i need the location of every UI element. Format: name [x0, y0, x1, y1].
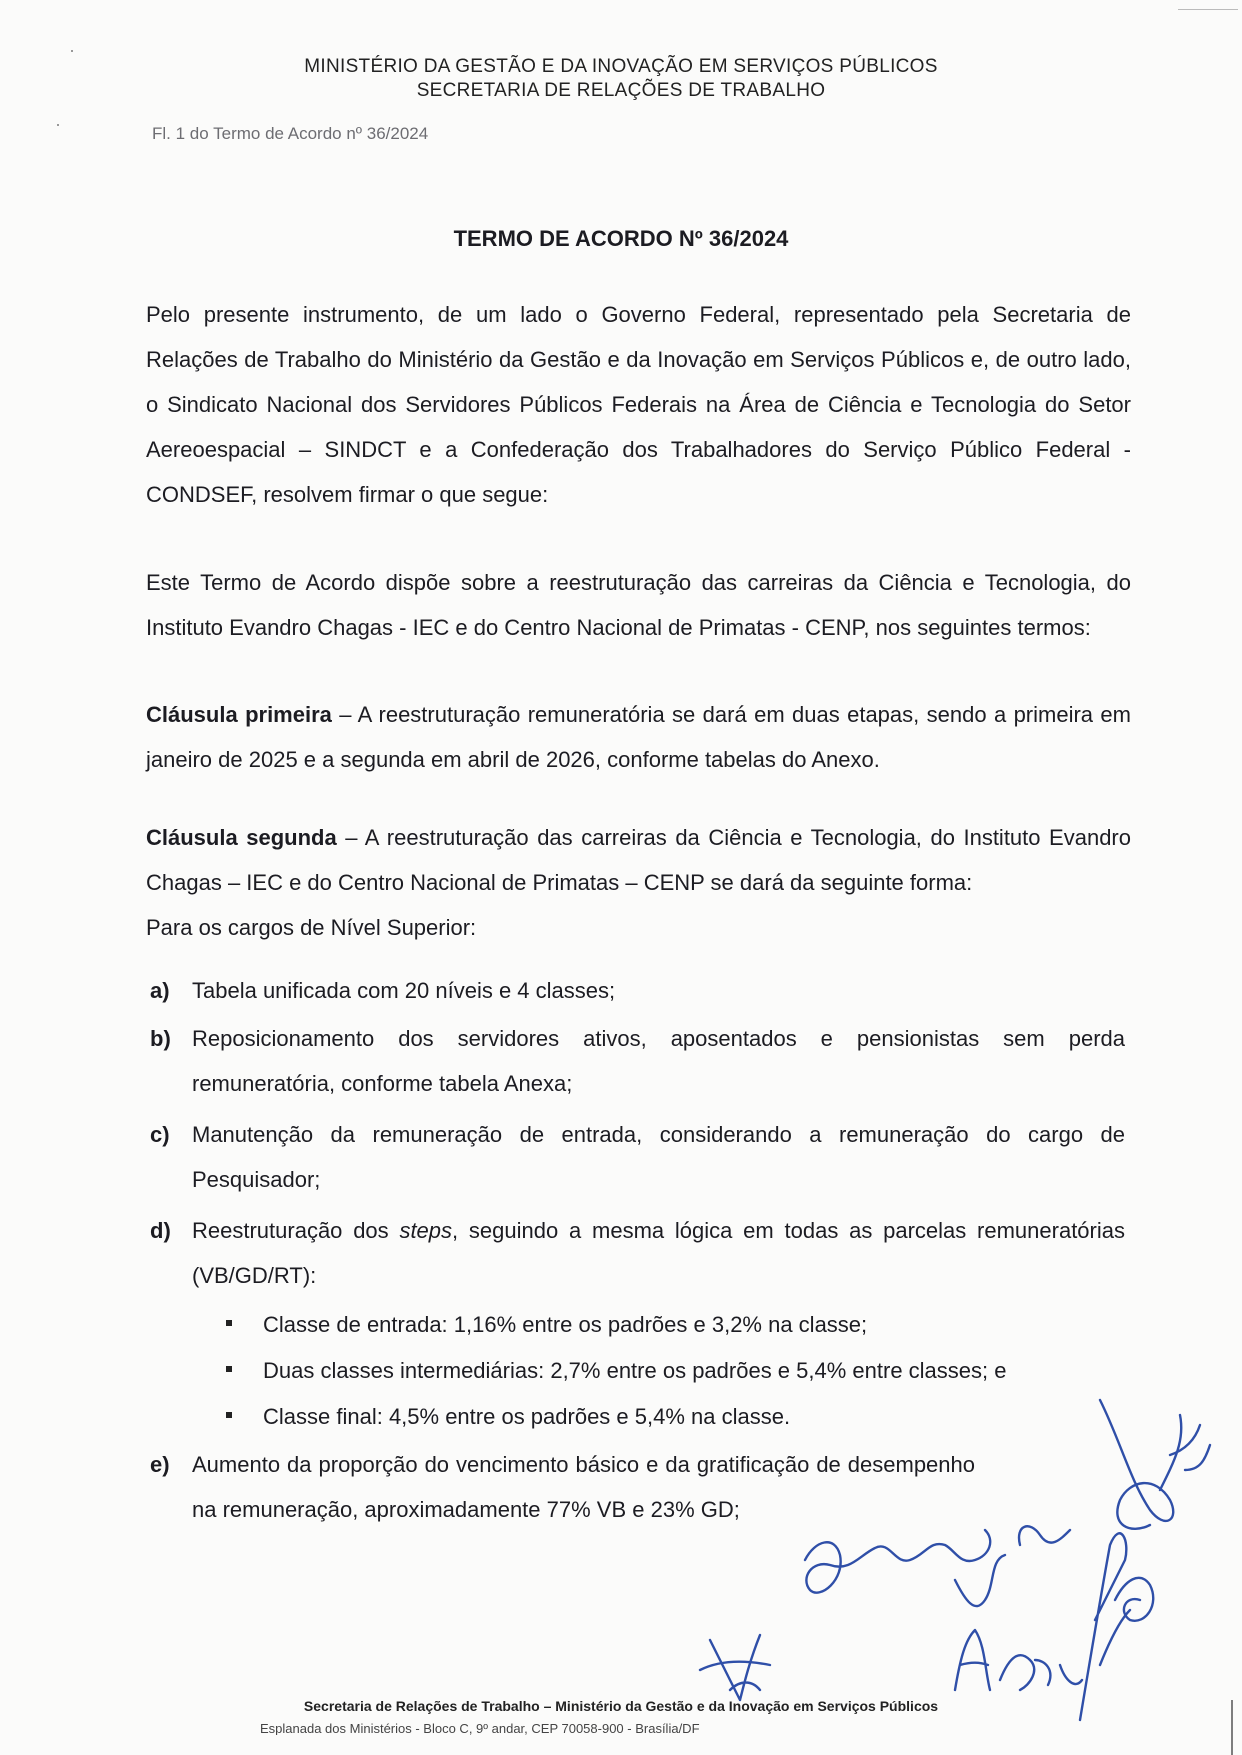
intro-paragraph: Pelo presente instrumento, de um lado o Governo Federal, representado pela Secretaria de Relações de Trabalho do Ministério da Gestão e da Inovação em Serviços Públicos e, de outro lado, o Sindicato Nacional dos Servidores Públicos Federais na Área de Ciência e Tecnologia do Setor Aereoespacial – SINDCT e a Confederação dos Trabalhadores do Serviço Público Federal - CONDSEF, resolvem firmar o que segue:	[146, 302, 1131, 507]
clause-1-label: Cláusula primeira	[146, 702, 332, 727]
clause-1-text: – A reestruturação remuneratória se dará em duas etapas, sendo a primeira em janeiro de 2025 e a segunda em abril de 2026, conforme tabelas do Anexo.	[146, 702, 1131, 772]
list-marker: c)	[150, 1122, 170, 1147]
clause-2-text: – A reestruturação das carreiras da Ciência e Tecnologia, do Instituto Evandro Chagas – IEC e do Centro Nacional de Primatas – CENP se dará da seguinte forma:	[146, 825, 1131, 895]
list-item-text: Tabela unificada com 20 níveis e 4 classes;	[192, 978, 616, 1003]
list-item-text-part: Reestruturação dos	[192, 1218, 400, 1243]
ministry-header: MINISTÉRIO DA GESTÃO E DA INOVAÇÃO EM SERVIÇOS PÚBLICOS	[304, 56, 938, 77]
footer-line-1: Secretaria de Relações de Trabalho – Ministério da Gestão e da Inovação em Serviços Públicos	[303, 1698, 939, 1714]
bullet-text: Classe final: 4,5% entre os padrões e 5,4% na classe.	[263, 1404, 791, 1429]
list-item-text: Aumento da proporção do vencimento básico e da gratificação de desempenho na remuneração, aproximadamente 77% VB e 23% GD;	[192, 1452, 975, 1522]
list-item-italic: steps	[399, 1218, 453, 1243]
footer-line-2: Esplanada dos Ministérios - Bloco C, 9º andar, CEP 70058-900 - Brasília/DF	[260, 1721, 700, 1735]
signature-stroke	[1100, 1400, 1173, 1529]
list-marker: a)	[150, 978, 170, 1003]
signature-stroke	[1160, 1415, 1210, 1490]
bullet-text: Duas classes intermediárias: 2,7% entre os padrões e 5,4% entre classes; e	[263, 1358, 1007, 1383]
page-reference: Fl. 1 do Termo de Acordo nº 36/2024	[152, 124, 429, 143]
bullet-text: Classe de entrada: 1,16% entre os padrões e 3,2% na classe;	[263, 1312, 868, 1337]
document-title: TERMO DE ACORDO Nº 36/2024	[453, 226, 789, 251]
list-item-text: Manutenção da remuneração de entrada, considerando a remuneração do cargo de Pesquisador;	[192, 1122, 1125, 1192]
list-marker: d)	[150, 1218, 171, 1243]
scope-paragraph: Este Termo de Acordo dispõe sobre a reestruturação das carreiras da Ciência e Tecnologia, do Instituto Evandro Chagas - IEC e do Centro Nacional de Primatas - CENP, nos seguintes termos:	[146, 570, 1131, 640]
signature-stroke	[805, 1530, 990, 1593]
list-marker: b)	[150, 1026, 171, 1051]
clause-2-label: Cláusula segunda	[146, 825, 337, 850]
signature-stroke	[955, 1630, 1082, 1690]
list-marker: e)	[150, 1452, 170, 1477]
signature-stroke	[955, 1526, 1070, 1606]
secretariat-header: SECRETARIA DE RELAÇÕES DE TRABALHO	[416, 80, 826, 101]
list-item-text: Reposicionamento dos servidores ativos, aposentados e pensionistas sem perda remuneratória, conforme tabela Anexa;	[192, 1026, 1125, 1096]
list-item-text-part: , seguindo a mesma lógica em todas as parcelas remuneratórias (VB/GD/RT):	[192, 1218, 1125, 1288]
clause-2-subheading: Para os cargos de Nível Superior:	[146, 915, 477, 940]
signature-stroke	[700, 1635, 770, 1700]
signature-stroke	[1100, 1610, 1130, 1665]
